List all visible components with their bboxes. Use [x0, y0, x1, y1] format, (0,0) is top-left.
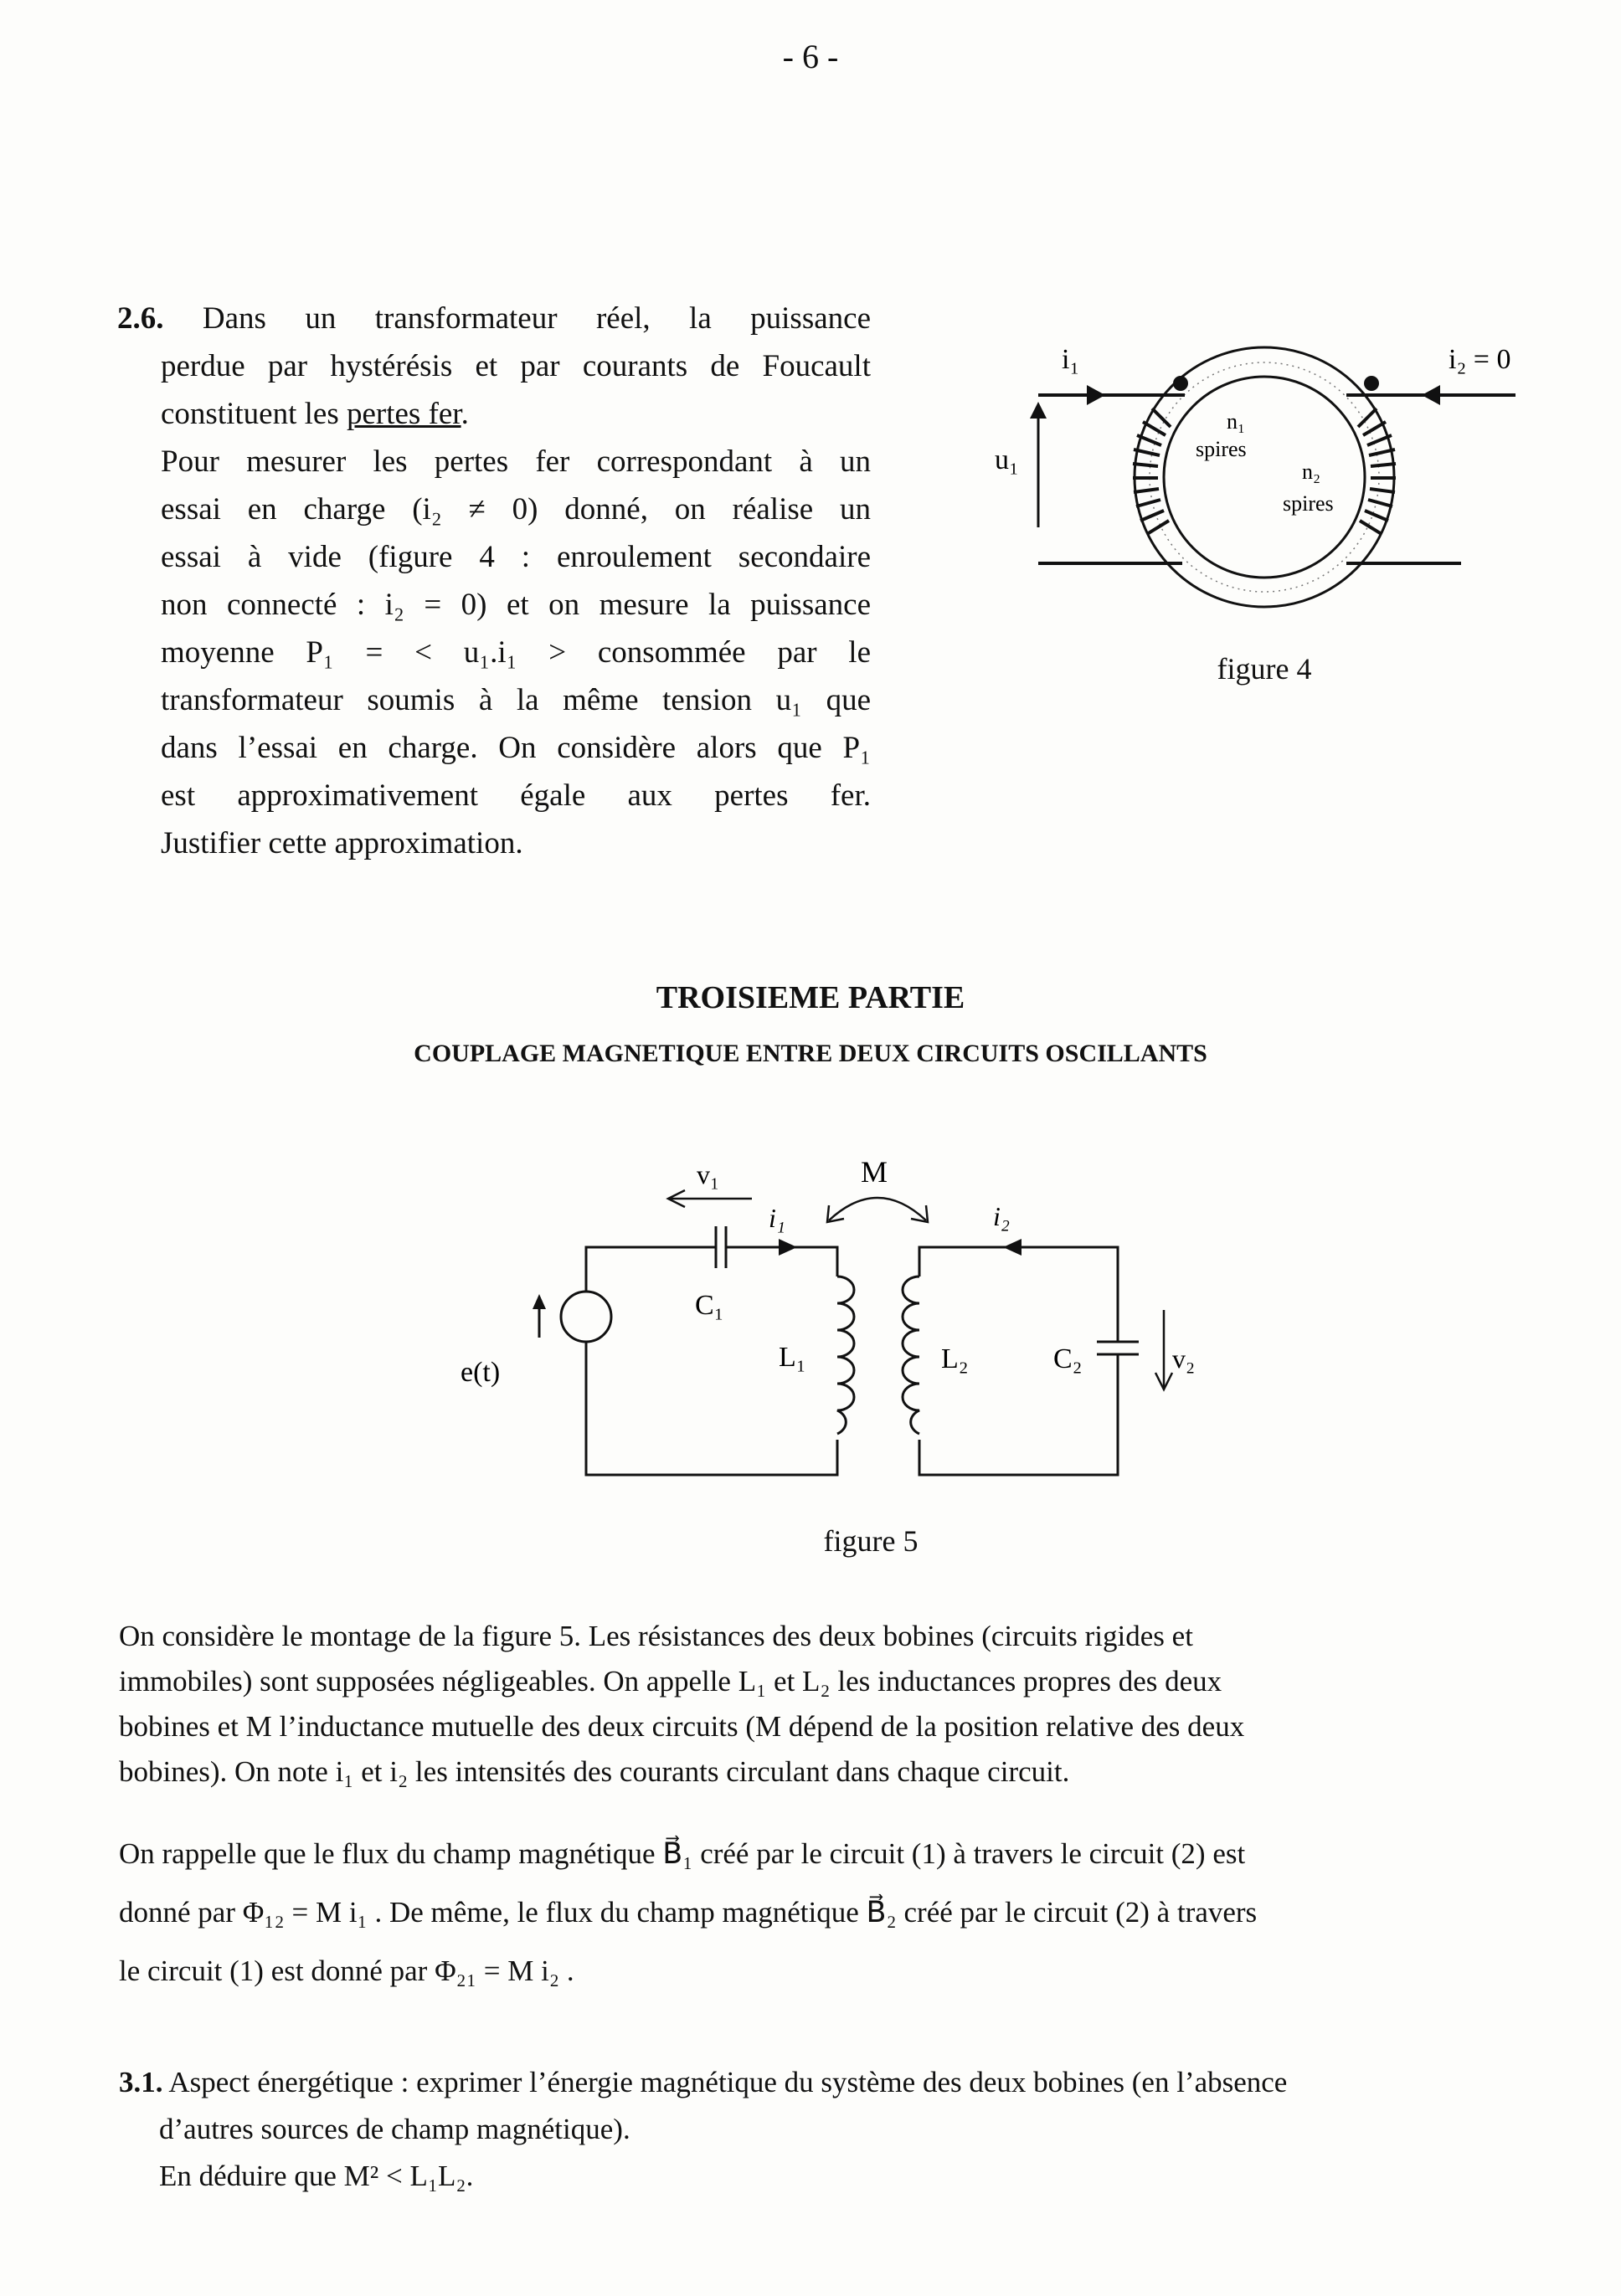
voltage-source-icon: [561, 1292, 611, 1342]
intro-paragraph: [119, 1614, 1529, 1795]
mutual-arc: [829, 1198, 926, 1220]
q26-end-punct: .: [461, 397, 469, 431]
q26-line-4: Pour mesurer les pertes fer correspondant à un: [161, 444, 871, 479]
et-arrow-icon: [533, 1294, 546, 1309]
fig4-n1-label: n₁: [1227, 409, 1246, 434]
q31-line-3: En déduire que M² < L₁L₂.: [159, 2160, 474, 2192]
fig5-v1-label: v₁: [697, 1159, 720, 1189]
secondary-dot-icon: [1364, 376, 1379, 391]
left-circuit-wire: [586, 1247, 716, 1292]
fig5-i2-label: i₂: [993, 1201, 1011, 1231]
intro-line-2: immobiles) sont supposées négligeables. On appelle L₁ et L₂ les inductances propres des deux: [119, 1665, 1222, 1698]
q31-line-1: Aspect énergétique : exprimer l’énergie magnétique du système des deux bobines (en l’absence: [168, 2066, 1288, 2098]
figure-4-caption: figure 4: [1217, 652, 1312, 686]
q26-line-12: Justifier cette approximation.: [161, 826, 523, 860]
q26-line-7: non connecté : i₂ = 0) et on mesure la puissance: [161, 588, 871, 622]
q26-text-3: constituent les: [161, 397, 339, 431]
l1-coil: [837, 1276, 854, 1434]
fig4-n2-spires: spires: [1283, 491, 1334, 516]
fig4-n1-spires: spires: [1196, 437, 1247, 461]
q26-line-10: dans l’essai en charge. On considère alors que P₁: [161, 731, 871, 765]
flux-paragraph: [119, 1825, 1529, 2001]
l2-coil: [903, 1276, 919, 1434]
fig5-C1-label: C₁: [695, 1290, 724, 1321]
fig5-C2-label: C₂: [1053, 1343, 1083, 1374]
q26-text-1: Dans un transformateur réel, la puissance: [202, 301, 871, 336]
primary-dot-icon: [1173, 376, 1188, 391]
figure-5-diagram: [435, 1138, 1256, 1498]
q26-line-1: [117, 295, 871, 342]
q26-line-2: perdue par hystérésis et par courants de Foucault: [161, 349, 871, 383]
fig4-i1-label: i₁: [1062, 344, 1080, 375]
question-2-6: [117, 295, 871, 867]
figure-5-caption: figure 5: [823, 1524, 919, 1558]
q26-line-5: essai en charge (i₂ ≠ 0) donné, on réalise un: [161, 492, 871, 526]
part-title: TROISIEME PARTIE: [656, 980, 965, 1015]
fig5-et-label: e(t): [461, 1357, 501, 1388]
flux-line-1: On rappelle que le flux du champ magnétique B⃗₁ créé par le circuit (1) à travers le circuit (2) est: [119, 1837, 1246, 1870]
q26-line-8: moyenne P₁ = < u₁.i₁ > consommée par le: [161, 635, 871, 670]
intro-line-1: On considère le montage de la figure 5. Les résistances des deux bobines (circuits rigides et: [119, 1620, 1193, 1652]
u1-arrow-icon: [1030, 402, 1047, 419]
intro-line-4: bobines). On note i₁ et i₂ les intensités des courants circulant dans chaque circuit.: [119, 1755, 1070, 1788]
flux-line-3: le circuit (1) est donné par Φ₂₁ = M i₂ .: [119, 1954, 574, 1987]
i2-arrow-icon: [1003, 1239, 1021, 1256]
q26-line-6: essai à vide (figure 4 : enroulement secondaire: [161, 540, 871, 574]
toroid-core-dots: [1150, 362, 1379, 592]
figure-4-diagram: [971, 335, 1557, 636]
right-circuit-wire-top: [919, 1247, 1118, 1342]
page-number: - 6 -: [782, 38, 839, 75]
q26-line-3: [117, 390, 871, 438]
fig5-M-label: M: [861, 1155, 888, 1189]
part-subtitle: COUPLAGE MAGNETIQUE ENTRE DEUX CIRCUITS OSCILLANTS: [414, 1040, 1207, 1067]
toroid-inner: [1164, 377, 1365, 578]
i2-arrow-icon: [1422, 385, 1440, 405]
fig5-L1-label: L₁: [779, 1342, 806, 1373]
q26-line-9: transformateur soumis à la même tension u₁ que: [161, 683, 871, 717]
fig5-v2-label: v₂: [1172, 1343, 1196, 1374]
intro-line-3: bobines et M l’inductance mutuelle des deux circuits (M dépend de la position relative des deux: [119, 1710, 1245, 1743]
q26-label: 2.6.: [117, 301, 164, 336]
flux-line-2: donné par Φ₁₂ = M i₁ . De même, le flux du champ magnétique B⃗₂ créé par le circuit (2) à travers: [119, 1896, 1258, 1929]
fig4-i2-label: i₂ = 0: [1449, 344, 1511, 375]
fig4-n2-label: n₂: [1302, 460, 1321, 484]
fig5-i1-label: i₁: [769, 1203, 786, 1233]
i1-arrow-icon: [779, 1239, 797, 1256]
q31-line-2: d’autres sources de champ magnétique).: [159, 2113, 630, 2145]
toroid-outer: [1135, 347, 1394, 607]
i1-arrow-icon: [1087, 385, 1105, 405]
fig4-u1-label: u₁: [995, 444, 1019, 475]
question-3-1: [119, 2059, 1534, 2200]
fig5-L2-label: L₂: [941, 1343, 969, 1374]
q26-pertes-fer: pertes fer: [346, 397, 461, 431]
q31-label: 3.1.: [119, 2066, 163, 2098]
q26-line-11: est approximativement égale aux pertes fer.: [161, 778, 871, 813]
